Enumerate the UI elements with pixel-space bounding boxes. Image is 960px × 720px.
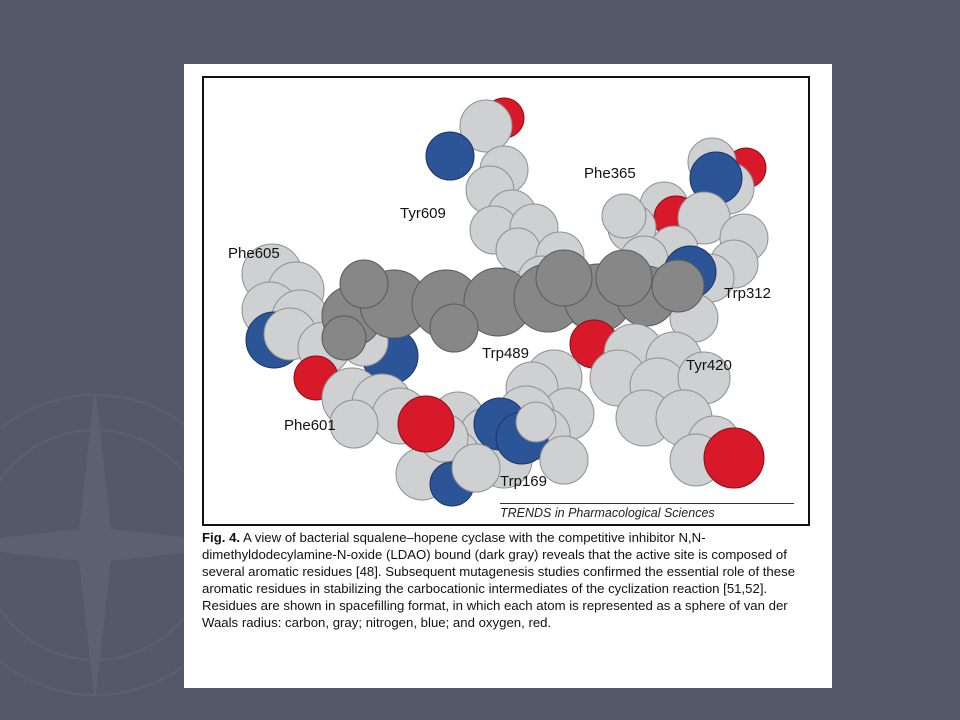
ligand-atom (536, 250, 592, 306)
label-phe605: Phe605 (228, 245, 280, 262)
label-phe601: Phe601 (284, 417, 336, 434)
carbon-atom (516, 402, 556, 442)
label-trp489: Trp489 (482, 345, 529, 362)
label-trp312: Trp312 (724, 285, 771, 302)
carbon-atom (330, 400, 378, 448)
label-phe365: Phe365 (584, 165, 636, 182)
figure-credit: TRENDS in Pharmacological Sciences (500, 506, 715, 520)
carbon-atom (602, 194, 646, 238)
carbon-atom (452, 444, 500, 492)
figure-frame (202, 76, 810, 526)
figure-image (184, 64, 832, 688)
ligand-atom (596, 250, 652, 306)
oxygen-atom (704, 428, 764, 488)
ligand-atom (430, 304, 478, 352)
label-tyr420: Tyr420 (686, 357, 732, 374)
credit-rule (500, 503, 794, 504)
ligand-atom (652, 260, 704, 312)
molecular-structure (204, 78, 808, 524)
nitrogen-atom (426, 132, 474, 180)
figure-caption (202, 530, 814, 631)
ligand-atom (322, 316, 366, 360)
carbon-atom (540, 436, 588, 484)
label-trp169: Trp169 (500, 473, 547, 490)
ligand-atom (340, 260, 388, 308)
label-tyr609: Tyr609 (400, 205, 446, 222)
oxygen-atom (398, 396, 454, 452)
caption-text: A view of bacterial squalene–hopene cyclase with the competitive inhibitor N,N-dimethyldodecylamine-N-oxide (LDAO) bound (dark gray) reveals that the active site is composed of several aromatic residues [48]. Subsequent mutagenesis studies confirmed the essential role of these aromatic residues in stabilizing the carbocationic intermediates of the cyclization reaction [51,52]. Residues are shown in spacefilling format, in which each atom is represented as a sphere of van der Waals radius: carbon, gray; nitrogen, blue; and oxygen, red. (202, 530, 796, 630)
caption-label: Fig. 4. (202, 530, 241, 545)
